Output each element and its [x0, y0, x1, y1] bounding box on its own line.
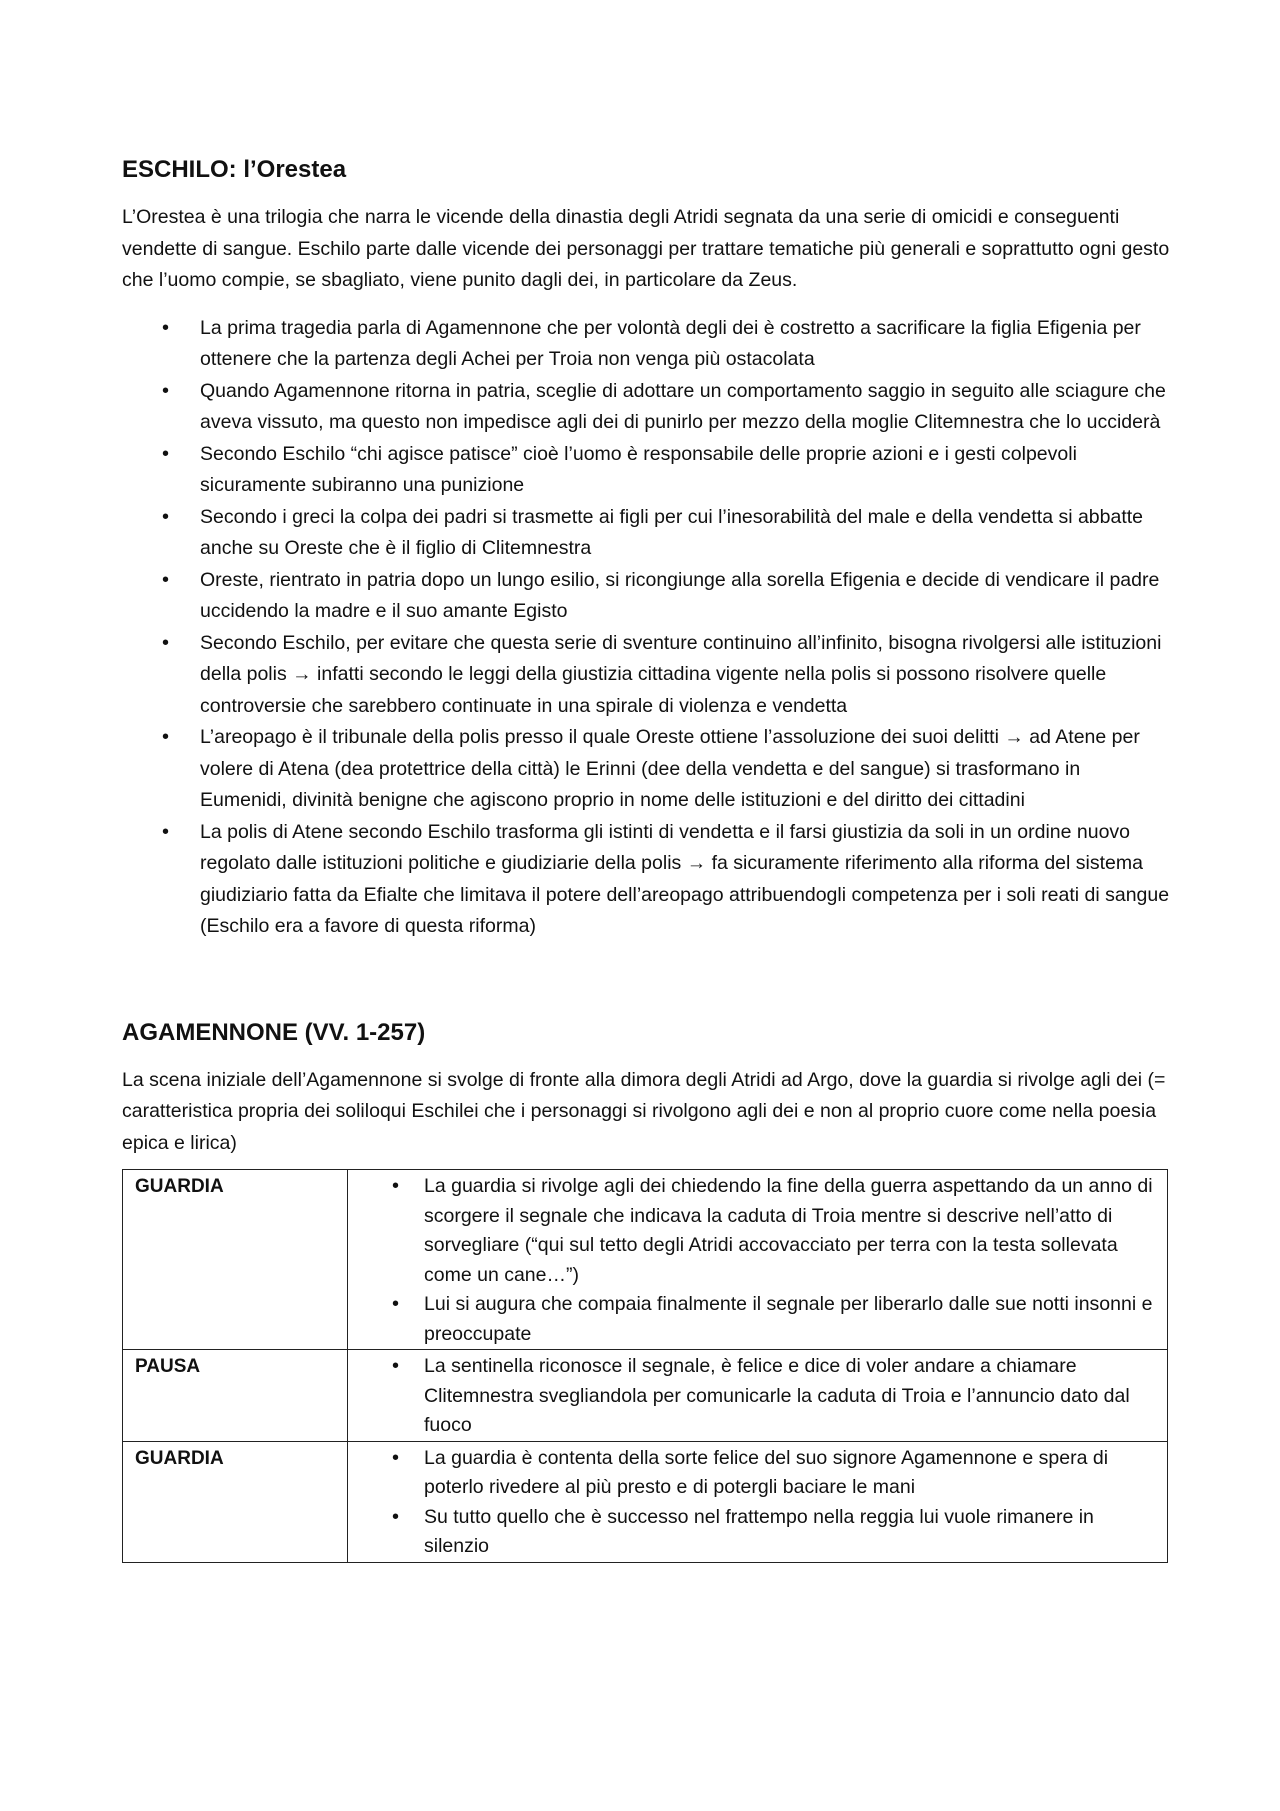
list-item: • La guardia è contenta della sorte felice del suo signore Agamennone e spera di poterlo rivedere al più presto e di potergli baciare le mani [348, 1444, 1155, 1503]
description-cell [348, 1350, 1168, 1442]
list-item: • La prima tragedia parla di Agamennone che per volontà degli dei è costretto a sacrificare la figlia Efigenia per ottenere che la partenza degli Achei per Troia non venga più ostacolata [122, 313, 1172, 376]
section-title-agamennone: AGAMENNONE (VV. 1-257) [122, 1018, 426, 1046]
list-item: • Quando Agamennone ritorna in patria, sceglie di adottare un comportamento saggio in seguito alle sciagure che aveva vissuto, ma questo non impedisce agli dei di punirlo per mezzo della moglie Clitemnestra che lo ucciderà [122, 376, 1172, 439]
list-item: • Secondo i greci la colpa dei padri si trasmette ai figli per cui l’inesorabilità del male e della vendetta si abbatte anche su Oreste che è il figlio di Clitemnestra [122, 502, 1172, 565]
table-row [123, 1170, 1168, 1350]
list-item: • Secondo Eschilo “chi agisce patisce” cioè l’uomo è responsabile delle proprie azioni e i gesti colpevoli sicuramente subiranno una punizione [122, 439, 1172, 502]
list-item: • La sentinella riconosce il segnale, è felice e dice di voler andare a chiamare Clitemnestra svegliandola per comunicarle la caduta di Troia e l’annuncio dato dal fuoco [348, 1352, 1155, 1441]
list-item: • L’areopago è il tribunale della polis presso il quale Oreste ottiene l’assoluzione dei suoi delitti → ad Atene per volere di Atena (dea protettrice della città) le Erinni (dee della vendetta e del sangue) si trasformano in Eumenidi, divinità benigne che agiscono proprio in nome delle istituzioni e del diritto dei cittadini [122, 722, 1172, 817]
description-cell [348, 1441, 1168, 1562]
speaker-cell: GUARDIA [123, 1441, 348, 1562]
list-item: • Lui si augura che compaia finalmente il segnale per liberarlo dalle sue notti insonni e preoccupate [348, 1290, 1155, 1349]
list-item: • Oreste, rientrato in patria dopo un lungo esilio, si ricongiunge alla sorella Efigenia e decide di vendicare il padre uccidendo la madre e il suo amante Egisto [122, 565, 1172, 628]
document-content [122, 150, 1172, 1563]
agamennone-intro-paragraph: La scena iniziale dell’Agamennone si svolge di fronte alla dimora degli Atridi ad Argo, dove la guardia si rivolge agli dei (= caratteristica propria dei soliloqui Eschilei che i personaggi si rivolgono agli dei e non al proprio cuore come nella poesia epica e lirica) [122, 1068, 1166, 1154]
orestea-bullet-list [122, 313, 1172, 943]
list-item: • Su tutto quello che è successo nel frattempo nella reggia lui vuole rimanere in silenzio [348, 1503, 1155, 1562]
section-title-orestea: ESCHILO: l’Orestea [122, 156, 347, 183]
orestea-intro-paragraph: L’Orestea è una trilogia che narra le vicende della dinastia degli Atridi segnata da una serie di omicidi e conseguenti vendette di sangue. Eschilo parte dalle vicende dei personaggi per trattare tematiche più generali e soprattutto ogni gesto che l’uomo compie, se sbagliato, viene punito dagli dei, in particolare da Zeus. [122, 206, 1170, 291]
speaker-cell: GUARDIA [123, 1170, 348, 1350]
description-cell [348, 1170, 1168, 1350]
table-row [123, 1441, 1168, 1562]
list-item: • La polis di Atene secondo Eschilo trasforma gli istinti di vendetta e il farsi giustizia da soli in un ordine nuovo regolato dalle istituzioni politiche e giudiziarie della polis → fa sicuramente riferimento alla riforma del sistema giudiziario fatta da Efialte che limitava il potere dell’areopago attribuendogli competenza per i soli reati di sangue (Eschilo era a favore di questa riforma) [122, 817, 1172, 943]
speaker-cell: PAUSA [123, 1350, 348, 1442]
list-item: • La guardia si rivolge agli dei chiedendo la fine della guerra aspettando da un anno di scorgere il segnale che indicava la caduta di Troia mentre si descrive nell’atto di sorvegliare (“qui sul tetto degli Atridi accovacciato per terra con la testa sollevata come un cane…”) [348, 1172, 1155, 1290]
table-row [123, 1350, 1168, 1442]
list-item: • Secondo Eschilo, per evitare che questa serie di sventure continuino all’infinito, bisogna rivolgersi alle istituzioni della polis → infatti secondo le leggi della giustizia cittadina vigente nella polis si possono risolvere quelle controversie che sarebbero continuate in una spirale di violenza e vendetta [122, 628, 1172, 723]
scene-table [122, 1169, 1168, 1563]
